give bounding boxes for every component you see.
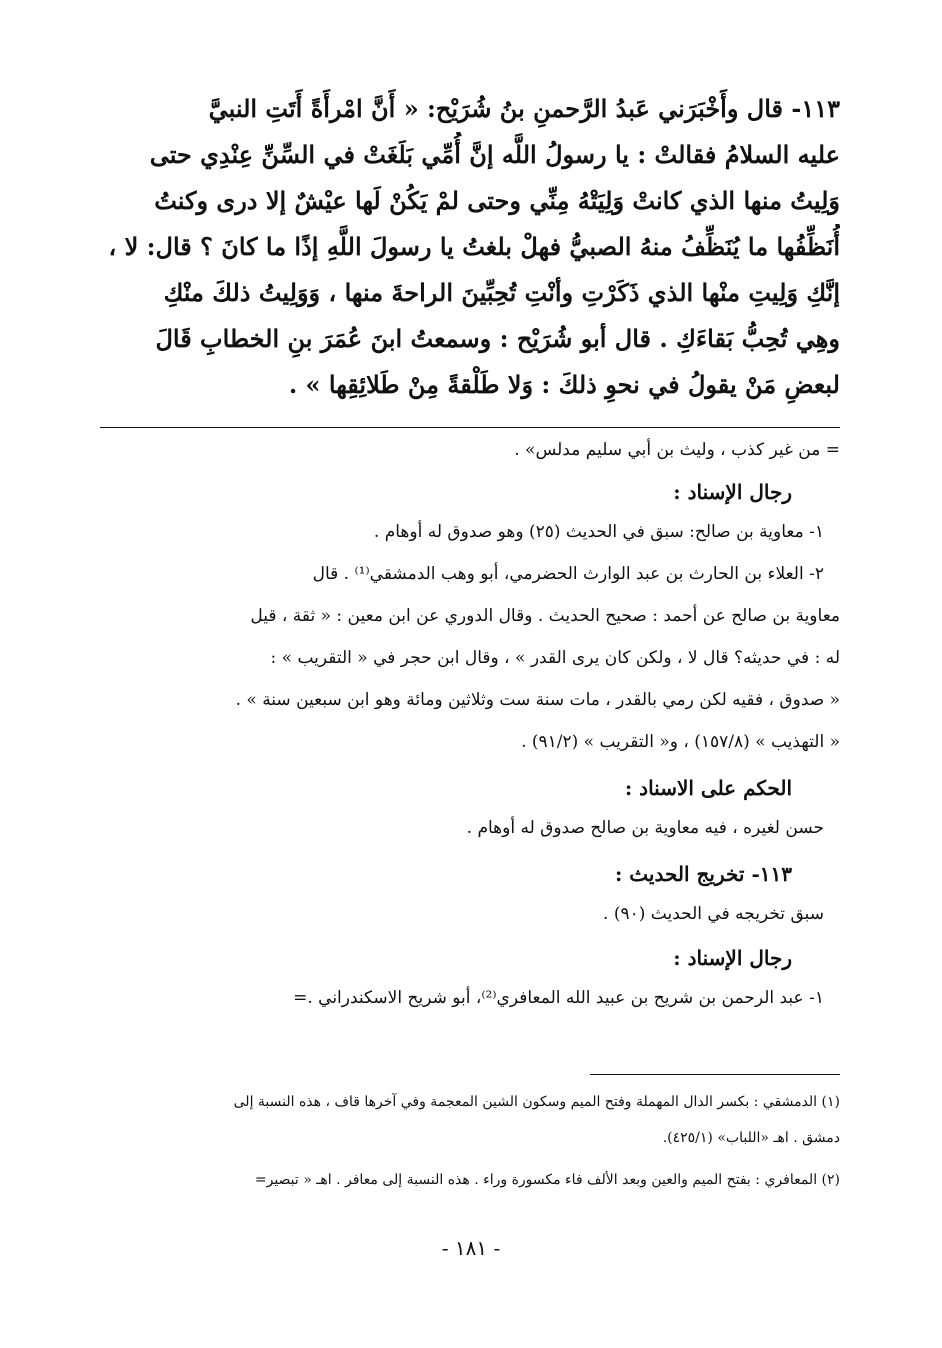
hadith-line: إنَّكِ وَلِيتِ منْها الذي ذَكَرْتِ وأنْتِ تُحِبِّينَ الراحةَ منها ، وَوَلِيتُ ذلكَ منْكِ [163,278,840,307]
footnote: (٢) المعافري : بفتح الميم والعين وبعد الألف فاء مكسورة وراء . هذه النسبة إلى معافر . اهـ « تبصير= [254,1172,840,1188]
commentary-line: معاوية بن صالح عن أحمد : صحيح الحديث . وقال الدوري عن ابن معين : « ثقة ، قيل [250,606,840,626]
commentary-line: « التهذيب » (١٥٧/٨) ، و« التقريب » (٩١/٢) . [521,732,840,752]
commentary-line: = من غير كذب ، وليث بن أبي سليم مدلس» . [514,440,840,460]
footnote-continuation: دمشق . اهـ «اللباب» (٤٢٥/١). [662,1130,840,1146]
section-heading: ١١٣- تخريج الحديث : [614,862,792,886]
hadith-line: وَلِيتُ منها الذي كانتْ وَلِيَتْهُ مِنِّي وحتى لمْ يَكُنْ لَها عيْشٌ إلا درى وكنتُ [154,186,840,215]
footnote: (١) الدمشقي : بكسر الدال المهملة وفتح الميم وسكون الشين المعجمة وفي آخرها قاف ، هذه النسبة إلى [233,1094,840,1110]
commentary-line: ١- معاوية بن صالح: سبق في الحديث (٢٥) وهو صدوق له أوهام . [373,522,824,542]
hadith-line: عليه السلامُ فقالتْ : يا رسولُ اللَّه إنَّ أُمِّي بَلَغَتْ في السِّنِّ عِنْدِي حتى [149,140,840,169]
footnote-divider [590,1074,840,1075]
commentary-line: « صدوق ، فقيه لكن رمي بالقدر ، مات سنة ست وثلاثين ومائة وهو ابن سبعين سنة » . [235,690,840,710]
commentary-line: له : في حديثه؟ قال لا ، ولكن كان يرى القدر » ، وقال ابن حجر في « التقريب » : [270,648,840,668]
commentary-line: حسن لغيره ، فيه معاوية بن صالح صدوق له أوهام . [466,818,824,838]
section-heading: الحكم على الاسناد : [624,776,792,800]
commentary-line: ١- عبد الرحمن بن شريح بن عبيد الله المعافري⁽²⁾، أبو شريح الاسكندراني .= [293,988,824,1008]
commentary-line: سبق تخريجه في الحديث (٩٠) . [603,904,824,924]
hadith-text [100,86,840,408]
hadith-line: وهِي تُحِبُّ بَقاءَكِ . قال أبو شُرَيْح : وسمعتُ ابنَ عُمَرَ بنِ الخطابِ قَالَ [155,324,840,353]
page-number: - ١٨١ - [441,1236,501,1260]
hadith-line: أُنَظِّفُها ما يُنَظِّفُ منهُ الصبيُّ فهلْ بلغتُ يا رسولَ اللَّهِ إذًا ما كانَ ؟ قال: لا ، [108,232,840,261]
hadith-line: لبعضِ مَنْ يقولُ في نحوِ ذلكَ : وَلا طَلْقةً مِنْ طَلائِقِها » . [288,370,840,399]
commentary-line: ٢- العلاء بن الحارث بن عبد الوارث الحضرمي، أبو وهب الدمشقي⁽¹⁾ . قال [312,564,824,584]
section-divider [100,427,840,428]
hadith-line: ١١٣- قال وأَخْبَرَني عَبدُ الرَّحمنِ بنُ شُرَيْح: « أَنَّ امْرأَةً أَتَتِ النبيَّ [208,94,840,123]
section-heading: رجال الإسناد : [673,480,792,504]
section-heading: رجال الإسناد : [673,946,792,970]
